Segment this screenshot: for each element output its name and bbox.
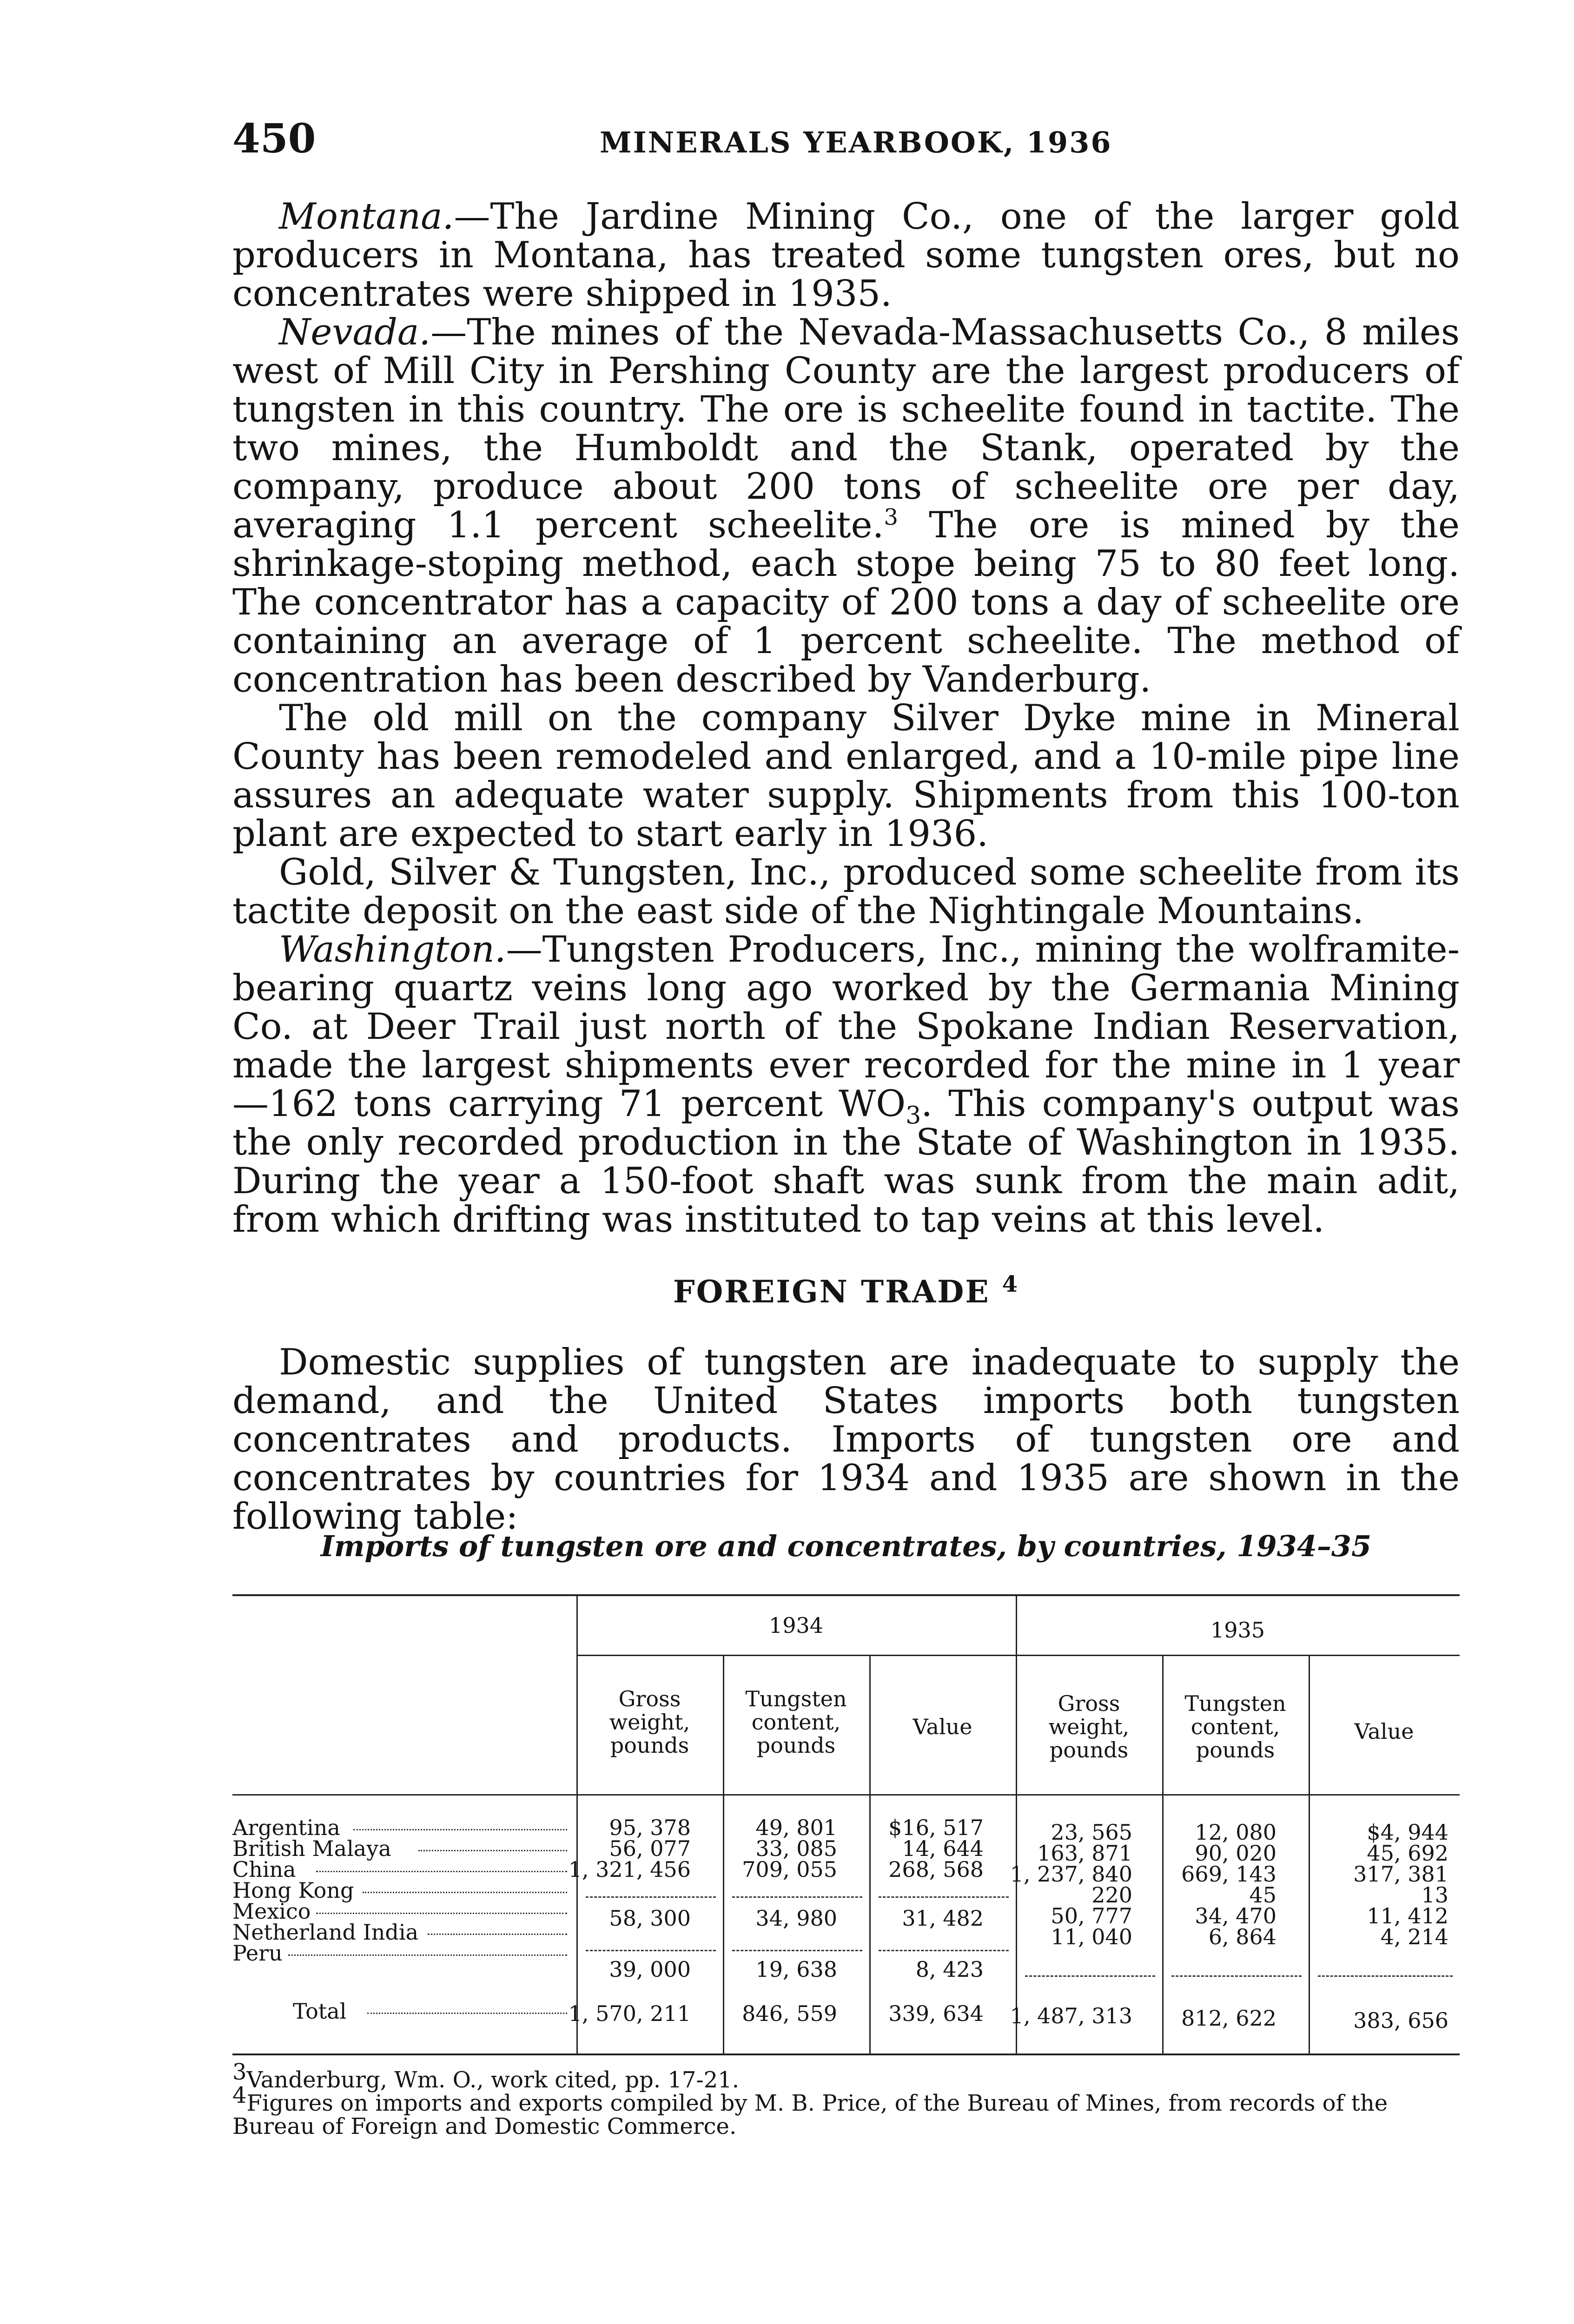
col-tungsten-content-1935: Tungsten content, pounds [1184, 1691, 1286, 1763]
cell: 45, 692 [1367, 1841, 1448, 1866]
footnote-ref-3: 3 [884, 504, 899, 530]
row-label: China [232, 1857, 296, 1882]
table-year-rule [576, 1655, 1460, 1656]
paragraph-silver-dyke: The old mill on the company Silver Dyke mine in Mineral County has been remodeled and enlarged, and a 10-mile pipe line assures an adequate water supply. Shipments from this 100-ton plant are expected to start early in 1936. [232, 697, 1460, 855]
cell: 23, 565 [1051, 1820, 1132, 1845]
col-value-1935: Value [1354, 1719, 1414, 1744]
cell: 56, 077 [609, 1836, 691, 1861]
cell: $16, 517 [888, 1815, 984, 1840]
col-value-1934: Value [913, 1714, 972, 1739]
table-vline [869, 1655, 871, 2053]
row-dash [732, 1950, 862, 1951]
paragraph-nevada [232, 313, 1460, 699]
row-dash [586, 1896, 716, 1898]
leader-dots [418, 1850, 567, 1851]
nevada-text-b: The ore is mined by the shrinkage-stoping method, each stope being 75 to 80 feet long. The concentrator has a capacity of 200 tons a day of scheelite ore containing an average of 1 percent scheelite. The method of concentration has been described by Vanderburg. [232, 504, 1460, 700]
cell: 669, 143 [1181, 1862, 1276, 1887]
year-header-1934: 1934 [768, 1613, 824, 1638]
row-label: Netherland India [232, 1920, 419, 1945]
table-caption: Imports of tungsten ore and concentrates, by countries, 1934–35 [320, 1529, 1372, 1563]
row-dash [1318, 1975, 1453, 1977]
washington-text-a: —Tungsten Producers, Inc., mining the wolframite-bearing quartz veins long ago worked by the Germania Mining Co. at Deer Trail just north of the Spokane Indian Reservation, made the largest shipments ever recorded for the mine in 1 year—162 tons carrying 71 percent WO [232, 929, 1460, 1125]
paragraph-foreign-trade: Domestic supplies of tungsten are inadequate to supply the demand, and the United States imports both tungsten concentrates and products. Imports of tungsten ore and concentrates by countries for 1934 and 1935 are shown in the following table: [232, 1341, 1460, 1538]
cell: 6, 864 [1208, 1924, 1276, 1949]
table-bottom-rule [232, 2053, 1460, 2055]
cell: 58, 300 [609, 1906, 691, 1931]
cell: 13 [1421, 1882, 1448, 1908]
cell: 1, 321, 456 [568, 1857, 691, 1882]
table-vline [1162, 1655, 1164, 2053]
cell: 49, 801 [755, 1815, 837, 1840]
row-label: Hong Kong [232, 1878, 354, 1903]
row-dash [879, 1896, 1009, 1898]
section-heading-foreign-trade [232, 1271, 1460, 1310]
leader-dots [428, 1934, 567, 1935]
nevada-label: Nevada. [279, 311, 431, 353]
row-dash [1171, 1975, 1302, 1977]
cell: 4, 214 [1380, 1924, 1448, 1949]
footnote-ref-4: 4 [1002, 1271, 1019, 1297]
cell: 50, 777 [1051, 1903, 1132, 1928]
row-label: Peru [232, 1941, 283, 1966]
cell: 34, 470 [1195, 1903, 1276, 1928]
row-label: Argentina [232, 1815, 340, 1840]
leader-dots [316, 1871, 567, 1872]
col-tungsten-content-1934: Tungsten content, pounds [745, 1686, 847, 1758]
cell: 383, 656 [1353, 2008, 1448, 2033]
cell: 1, 487, 313 [1010, 2003, 1132, 2028]
leader-dots [353, 1829, 567, 1830]
table-vline [723, 1655, 724, 2053]
total-label: Total [293, 1999, 347, 2024]
cell: 709, 055 [742, 1857, 837, 1882]
cell: 34, 980 [755, 1906, 837, 1931]
cell: 33, 085 [755, 1836, 837, 1861]
cell: 8, 423 [915, 1957, 984, 1982]
montana-label: Montana. [279, 196, 454, 238]
wo3-subscript: 3 [906, 1102, 921, 1130]
page-header [232, 115, 1455, 171]
footnote-4 [232, 2082, 1460, 2139]
washington-label: Washington. [279, 929, 506, 971]
leader-dots [316, 1913, 567, 1914]
cell: 220 [1091, 1882, 1132, 1908]
section-heading-text: FOREIGN TRADE [673, 1274, 990, 1310]
cell: 846, 559 [742, 2001, 837, 2026]
cell: $4, 944 [1367, 1820, 1448, 1845]
running-title: MINERALS YEARBOOK, 1936 [600, 125, 1112, 159]
footnote-4-text: Figures on imports and exports compiled by M. B. Price, of the Bureau of Mines, from records of the Bureau of Foreign and Domestic Commerce. [232, 2090, 1388, 2139]
row-dash [879, 1950, 1009, 1951]
cell: 339, 634 [888, 2001, 984, 2026]
body-text [232, 198, 1460, 1239]
leader-dots [288, 1954, 567, 1956]
footnote-mark-3: 3 [232, 2059, 247, 2085]
paragraph-washington [232, 931, 1460, 1239]
cell: 1, 237, 840 [1010, 1862, 1132, 1887]
row-dash [586, 1950, 716, 1951]
cell: 45 [1249, 1882, 1276, 1908]
cell: 163, 871 [1037, 1841, 1132, 1866]
col-gross-weight-1935: Gross weight, pounds [1048, 1691, 1130, 1763]
table-header-rule [232, 1794, 1460, 1796]
cell: 812, 622 [1181, 2006, 1276, 2031]
col-gross-weight-1934: Gross weight, pounds [609, 1686, 690, 1758]
cell: 317, 381 [1353, 1862, 1448, 1887]
cell: 19, 638 [755, 1957, 837, 1982]
table-vline [1309, 1655, 1310, 2053]
year-header-1935: 1935 [1210, 1618, 1265, 1643]
cell: 12, 080 [1195, 1820, 1276, 1845]
washington-text-b: . This company's output was the only recorded production in the State of Washington in 1935. During the year a 150-foot shaft was sunk from the main adit, from which drifting was instituted to tap veins at this level. [232, 1083, 1460, 1241]
cell: 11, 412 [1367, 1903, 1448, 1928]
paragraph-montana [232, 198, 1460, 313]
row-label: Mexico [232, 1899, 311, 1924]
leader-dots [367, 2013, 567, 2014]
leader-dots [363, 1892, 567, 1893]
nevada-text-a: —The mines of the Nevada-Massachusetts Co., 8 miles west of Mill City in Pershing County are the largest producers of tungsten in this country. The ore is scheelite found in tactite. The two mines, the Humboldt and the Stank, operated by the company, produce about 200 tons of scheelite ore per day, averaging 1.1 percent scheelite. [232, 311, 1460, 546]
table-vline [576, 1594, 578, 2053]
montana-text: —The Jardine Mining Co., one of the larger gold producers in Montana, has treated some tungsten ores, but no concentrates were shipped in 1935. [232, 196, 1460, 315]
page-number: 450 [232, 115, 316, 162]
table-vline [1016, 1594, 1017, 2053]
cell: 14, 644 [902, 1836, 984, 1861]
footnotes [232, 2059, 1460, 2139]
row-dash [1025, 1975, 1155, 1977]
cell: 95, 378 [609, 1815, 691, 1840]
cell: 39, 000 [609, 1957, 691, 1982]
footnote-3 [232, 2059, 1460, 2093]
cell: 31, 482 [902, 1906, 984, 1931]
footnote-3-text: Vanderburg, Wm. O., work cited, pp. 17-21. [246, 2067, 739, 2093]
cell: 268, 568 [888, 1857, 984, 1882]
row-label: British Malaya [232, 1836, 391, 1861]
cell: 1, 570, 211 [568, 2001, 691, 2026]
cell: 90, 020 [1195, 1841, 1276, 1866]
paragraph-gold-silver: Gold, Silver & Tungsten, Inc., produced some scheelite from its tactite deposit on the east side of the Nightingale Mountains. [232, 852, 1460, 932]
footnote-mark-4: 4 [232, 2082, 247, 2108]
table-top-rule [232, 1594, 1460, 1596]
row-dash [732, 1896, 862, 1898]
cell: 11, 040 [1051, 1924, 1132, 1949]
